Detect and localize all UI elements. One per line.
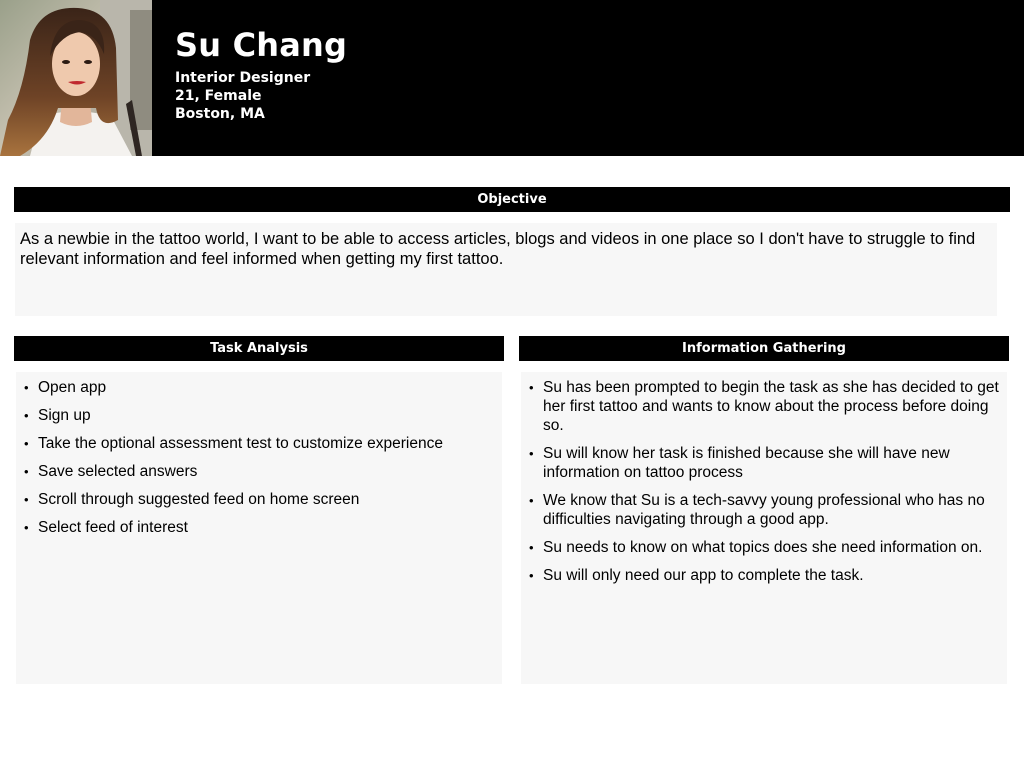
list-item: • Sign up	[24, 407, 91, 424]
list-item: • Su will only need our app to complete the task.	[529, 567, 864, 584]
information-gathering-header: Information Gathering	[519, 336, 1009, 361]
persona-occupation: Interior Designer	[175, 70, 311, 86]
avatar	[0, 0, 152, 156]
bullet-icon: •	[529, 493, 534, 508]
list-item: • Scroll through suggested feed on home screen	[24, 491, 360, 508]
bullet-icon: •	[529, 540, 534, 555]
bullet-icon: •	[24, 380, 29, 395]
task-analysis-header: Task Analysis	[14, 336, 504, 361]
bullet-icon: •	[24, 436, 29, 451]
list-item: • Select feed of interest	[24, 519, 188, 536]
objective-body	[15, 223, 997, 316]
bullet-icon: •	[529, 568, 534, 583]
list-item: • Save selected answers	[24, 463, 198, 480]
information-gathering-list	[521, 372, 1007, 585]
task-analysis-list	[16, 372, 502, 537]
bullet-icon: •	[24, 520, 29, 535]
persona-age-gender: 21, Female	[175, 88, 262, 104]
bullet-icon: •	[529, 446, 534, 461]
bullet-icon: •	[24, 492, 29, 507]
list-item: • Su has been prompted to begin the task as she has decided to get her first tattoo and wants to know about the process before doing so.	[529, 379, 999, 434]
list-item: • Take the optional assessment test to customize experience	[24, 435, 443, 452]
list-item: • Su needs to know on what topics does she need information on.	[529, 539, 983, 556]
avatar-photo	[0, 0, 152, 156]
persona-details	[175, 69, 310, 123]
persona-location: Boston, MA	[175, 106, 265, 122]
bullet-icon: •	[529, 380, 534, 395]
objective-text: As a newbie in the tattoo world, I want to be able to access articles, blogs and videos in one place so I don't have to struggle to find relevant information and feel informed when getting my first tattoo.	[20, 230, 976, 268]
persona-name: Su Chang	[175, 26, 348, 64]
bullet-icon: •	[24, 464, 29, 479]
objective-header: Objective	[14, 187, 1010, 212]
persona-header	[0, 0, 1024, 156]
list-item: • We know that Su is a tech-savvy young professional who has no difficulties navigating through a good app.	[529, 492, 985, 528]
task-analysis-body	[16, 372, 502, 684]
bullet-icon: •	[24, 408, 29, 423]
list-item: • Su will know her task is finished because she will have new information on tattoo process	[529, 445, 950, 481]
information-gathering-body	[521, 372, 1007, 684]
list-item: • Open app	[24, 379, 107, 396]
